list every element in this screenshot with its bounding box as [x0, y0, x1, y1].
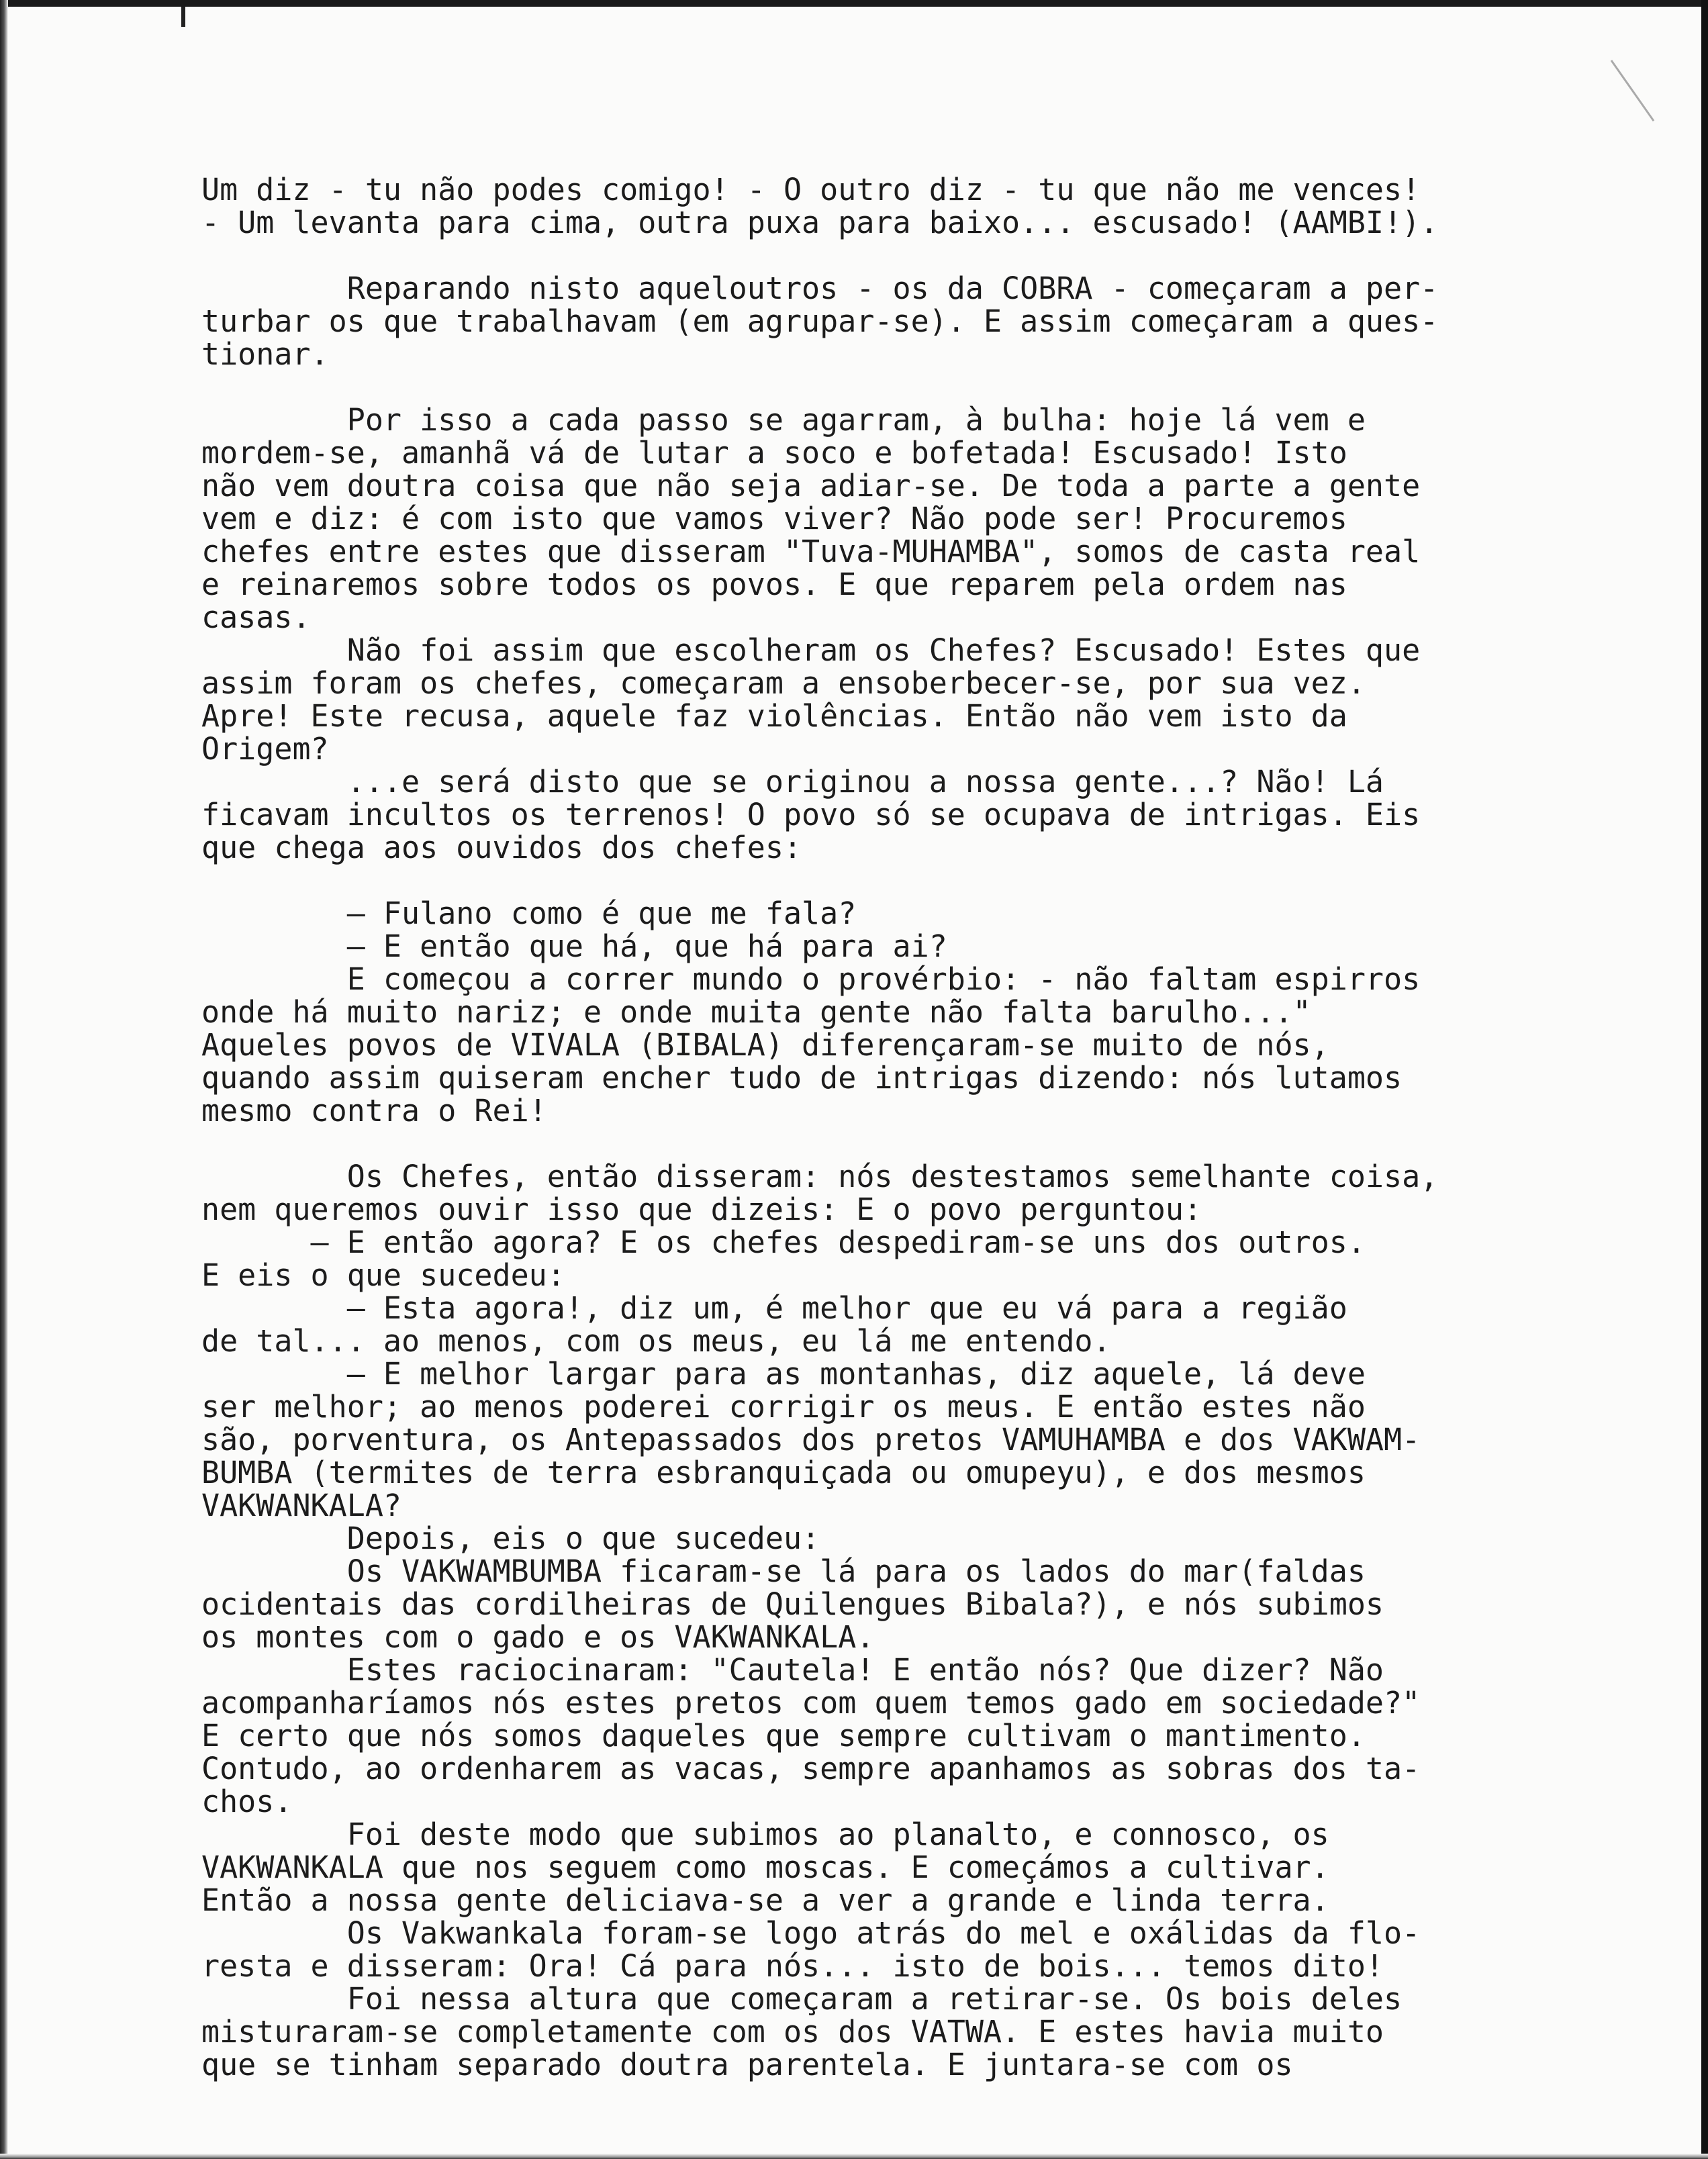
text-line: vem e diz: é com isto que vamos viver? Não pode ser! Procuremos — [201, 501, 1347, 536]
text-line: — Esta agora!, diz um, é melhor que eu vá para a região — [201, 1290, 1347, 1326]
text-line: assim foram os chefes, começaram a ensoberbecer-se, por sua vez. — [201, 665, 1366, 701]
text-line: resta e disseram: Ora! Cá para nós... isto de bois... temos dito! — [201, 1948, 1384, 1984]
text-line: Origem? — [201, 731, 329, 767]
text-line: Apre! Este recusa, aquele faz violências. Então não vem isto da — [201, 698, 1347, 734]
text-line: Reparando nisto aqueloutros - os da COBRA - começaram a per- — [201, 271, 1439, 306]
text-line: - Um levanta para cima, outra puxa para baixo... escusado! (AAMBI!). — [201, 205, 1439, 240]
text-line: não vem doutra coisa que não seja adiar-se. De toda a parte a gente — [201, 468, 1421, 503]
paragraph-gap — [201, 371, 1598, 403]
text-line: ser melhor; ao menos poderei corrigir os meus. E então estes não — [201, 1389, 1366, 1425]
typed-text-body — [201, 173, 1598, 2081]
text-line: chos. — [201, 1784, 293, 1819]
text-line: — E melhor largar para as montanhas, diz aquele, lá deve — [201, 1356, 1366, 1392]
text-line: que chega aos ouvidos dos chefes: — [201, 830, 802, 865]
text-line: que se tinham separado doutra parentela. E juntara-se com os — [201, 2047, 1293, 2082]
paragraph-gap — [201, 239, 1598, 272]
text-line: nem queremos ouvir isso que dizeis: E o povo perguntou: — [201, 1192, 1202, 1227]
text-line: acompanharíamos nós estes pretos com quem temos gado em sociedade?" — [201, 1685, 1421, 1721]
text-line: Foi nessa altura que começaram a retirar-se. Os bois deles — [201, 1981, 1403, 2017]
text-line: onde há muito nariz; e onde muita gente não falta barulho..." — [201, 994, 1311, 1030]
text-line: casas. — [201, 599, 311, 635]
text-line: ...e será disto que se originou a nossa gente...? Não! Lá — [201, 764, 1384, 800]
text-line: de tal... ao menos, com os meus, eu lá me entendo. — [201, 1323, 1111, 1359]
text-line: Os VAKWAMBUMBA ficaram-se lá para os lados do mar(faldas — [201, 1553, 1366, 1589]
text-line: mordem-se, amanhã vá de lutar a soco e bofetada! Escusado! Isto — [201, 435, 1347, 471]
text-line: Aqueles povos de VIVALA (BIBALA) diferençaram-se muito de nós, — [201, 1027, 1329, 1063]
text-line: Por isso a cada passo se agarram, à bulha: hoje lá vem e — [201, 402, 1366, 438]
text-line: ficavam incultos os terrenos! O povo só se ocupava de intrigas. Eis — [201, 797, 1421, 832]
scan-mark — [181, 7, 185, 27]
page-left-edge — [0, 0, 8, 2159]
text-line: e reinaremos sobre todos os povos. E que reparem pela ordem nas — [201, 567, 1347, 602]
paragraph-gap — [201, 864, 1598, 897]
page-right-edge — [1701, 0, 1708, 2159]
paragraph-gap — [201, 1127, 1598, 1160]
text-line: E certo que nós somos daqueles que sempre cultivam o mantimento. — [201, 1718, 1366, 1754]
page-top-edge — [0, 0, 1708, 7]
text-line: Contudo, ao ordenharem as vacas, sempre apanhamos as sobras dos ta- — [201, 1751, 1421, 1786]
text-line: E começou a correr mundo o provérbio: - não faltam espirros — [201, 961, 1421, 997]
text-line: Estes raciocinaram: "Cautela! E então nós? Que dizer? Não — [201, 1652, 1384, 1688]
text-line: — E então que há, que há para ai? — [201, 928, 947, 964]
text-line: E eis o que sucedeu: — [201, 1257, 565, 1293]
text-line: Um diz - tu não podes comigo! - O outro diz - tu que não me vences! — [201, 172, 1421, 207]
text-line: Os Chefes, então disseram: nós destestamos semelhante coisa, — [201, 1159, 1439, 1194]
text-line: — E então agora? E os chefes despediram-se uns dos outros. — [201, 1225, 1366, 1260]
text-line: quando assim quiseram encher tudo de intrigas dizendo: nós lutamos — [201, 1060, 1403, 1096]
text-line: misturaram-se completamente com os dos VATWA. E estes havia muito — [201, 2014, 1384, 2050]
text-line: Foi deste modo que subimos ao planalto, e connosco, os — [201, 1817, 1329, 1852]
text-line: — Fulano como é que me fala? — [201, 896, 857, 931]
text-line: turbar os que trabalhavam (em agrupar-se). E assim começaram a ques- — [201, 303, 1439, 339]
text-line: Então a nossa gente deliciava-se a ver a grande e linda terra. — [201, 1882, 1329, 1918]
text-line: tionar. — [201, 336, 329, 372]
text-line: chefes entre estes que disseram "Tuva-MUHAMBA", somos de casta real — [201, 534, 1421, 569]
text-line: VAKWANKALA? — [201, 1488, 402, 1523]
scan-scratch — [1611, 60, 1655, 122]
text-line: mesmo contra o Rei! — [201, 1093, 547, 1129]
text-line: VAKWANKALA que nos seguem como moscas. E começámos a cultivar. — [201, 1850, 1329, 1885]
text-line: são, porventura, os Antepassados dos pretos VAMUHAMBA e dos VAKWAM- — [201, 1422, 1421, 1457]
text-line: os montes com o gado e os VAKWANKALA. — [201, 1619, 875, 1655]
page-bottom-edge — [0, 2154, 1708, 2159]
text-line: ocidentais das cordilheiras de Quilengues Bibala?), e nós subimos — [201, 1586, 1384, 1622]
text-line: BUMBA (termites de terra esbranquiçada ou omupeyu), e dos mesmos — [201, 1455, 1366, 1490]
text-line: Não foi assim que escolheram os Chefes? Escusado! Estes que — [201, 632, 1421, 668]
text-line: Depois, eis o que sucedeu: — [201, 1521, 820, 1556]
text-line: Os Vakwankala foram-se logo atrás do mel e oxálidas da flo- — [201, 1915, 1421, 1951]
